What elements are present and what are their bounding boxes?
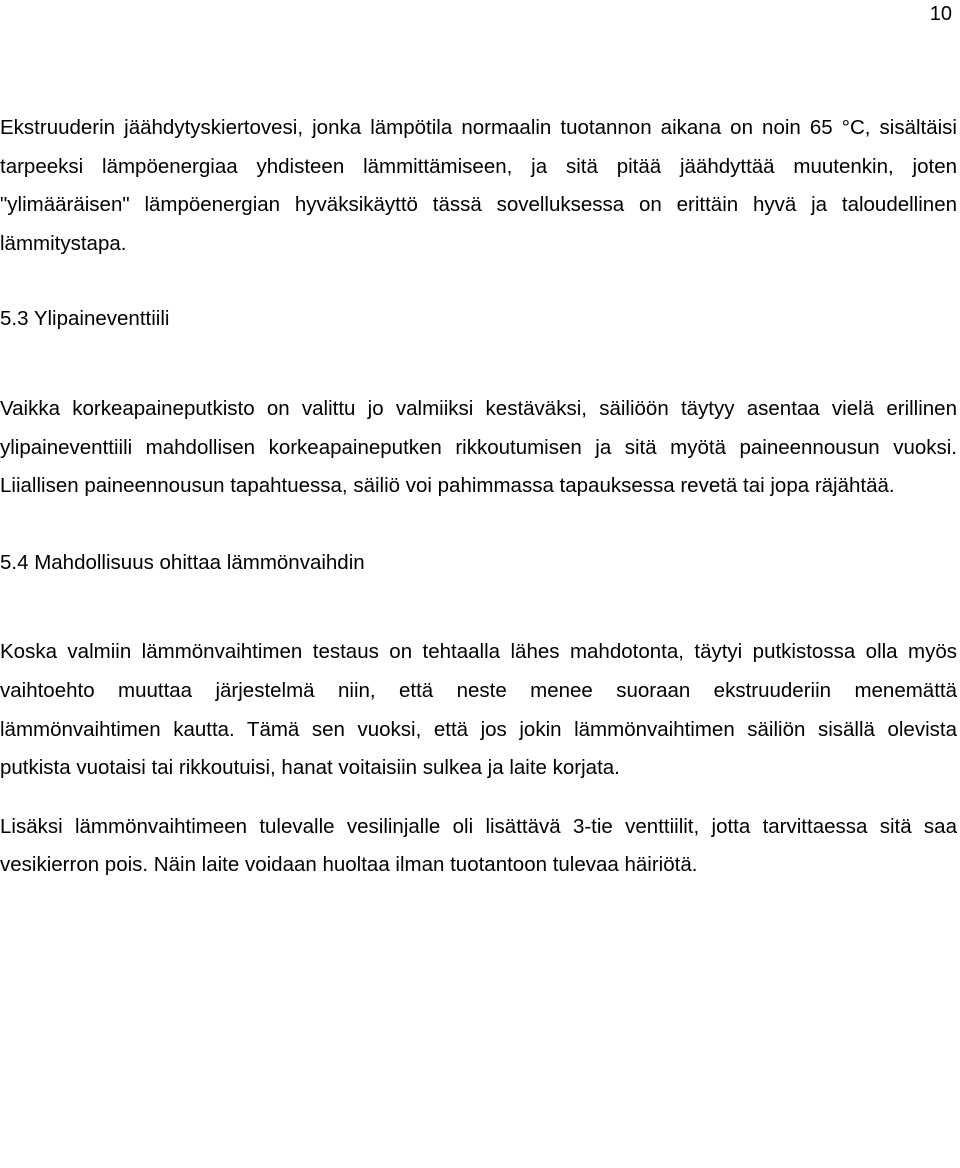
page-number: 10 xyxy=(929,3,952,25)
paragraph-bypass: Koska valmiin lämmönvaihtimen testaus on tehtaalla lähes mahdotonta, täytyi putkistossa olla myös vaihtoehto muuttaa järjestelmä niin, että neste menee suoraan ekstruuderiin menemättä lämmönvaihtimen kautta. Tämä sen vuoksi, että jos jokin lämmönvaihtimen säiliön sisällä olevista putkista vuotaisi tai rikkoutuisi, hanat voitaisiin sulkea ja laite korjata. xyxy=(0,640,957,780)
section-heading-5-4: 5.4 Mahdollisuus ohittaa lämmönvaihdin xyxy=(0,550,365,574)
paragraph-three-way-valves: Lisäksi lämmönvaihtimeen tulevalle vesilinjalle oli lisättävä 3-tie venttiilit, jotta tarvittaessa sitä saa vesikierron pois. Näin laite voidaan huoltaa ilman tuotantoon tulevaa häiriötä. xyxy=(0,814,957,877)
section-heading-5-3: 5.3 Ylipaineventtiili xyxy=(0,307,170,331)
document-body xyxy=(0,109,957,885)
paragraph-heat-recovery: Ekstruuderin jäähdytyskiertovesi, jonka lämpötila normaalin tuotannon aikana on noin 65 °C, sisältäisi tarpeeksi lämpöenergiaa yhdisteen lämmittämiseen, ja sitä pitää jäähdyttää muutenkin, joten "ylimääräisen" lämpöenergian hyväksikäyttö tässä sovelluksessa on erittäin hyvä ja taloudellinen lämmitystapa. xyxy=(0,116,957,255)
paragraph-pressure-valve: Vaikka korkeapaineputkisto on valittu jo valmiiksi kestäväksi, säiliöön täytyy asentaa vielä erillinen ylipaineventtiili mahdollisen korkeapaineputken rikkoutumisen ja sitä myötä paineennousun vuoksi. Liiallisen paineennousun tapahtuessa, säiliö voi pahimmassa tapauksessa revetä tai jopa räjähtää. xyxy=(0,396,957,498)
